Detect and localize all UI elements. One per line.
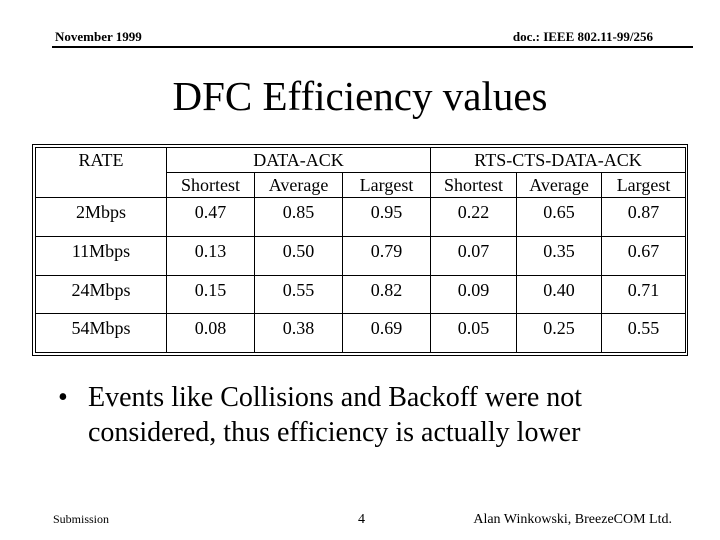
efficiency-table-frame [32,144,688,356]
value-cell: 0.79 [343,236,431,275]
bullet-item [58,380,698,450]
sub-header: Shortest [431,173,517,198]
table-row [36,198,686,237]
value-cell: 0.95 [343,198,431,237]
value-cell: 0.82 [343,275,431,314]
sub-header: Average [255,173,343,198]
value-cell: 0.85 [255,198,343,237]
header-doc-id: doc.: IEEE 802.11-99/256 [512,29,653,44]
value-cell: 0.09 [431,275,517,314]
value-cell: 0.69 [343,314,431,353]
value-cell: 0.55 [255,275,343,314]
table-row [36,236,686,275]
value-cell: 0.22 [431,198,517,237]
bullet-symbol: • [58,382,68,413]
value-cell: 0.05 [431,314,517,353]
efficiency-table [35,147,686,353]
header-rule [52,46,693,48]
table-row [36,314,686,353]
rate-cell: 2Mbps [36,198,167,237]
value-cell: 0.35 [517,236,602,275]
group-header-data-ack: DATA-ACK [167,148,431,173]
value-cell: 0.55 [602,314,686,353]
footer-author: Alan Winkowski, BreezeCOM Ltd. [473,512,672,527]
sub-header: Shortest [167,173,255,198]
value-cell: 0.15 [167,275,255,314]
header-date: November 1999 [55,29,142,44]
value-cell: 0.08 [167,314,255,353]
sub-header: Largest [602,173,686,198]
group-header-rts-cts: RTS-CTS-DATA-ACK [431,148,686,173]
table-header-row [36,148,686,173]
sub-header: Largest [343,173,431,198]
value-cell: 0.71 [602,275,686,314]
rate-cell: 54Mbps [36,314,167,353]
value-cell: 0.07 [431,236,517,275]
rate-cell: 11Mbps [36,236,167,275]
value-cell: 0.40 [517,275,602,314]
value-cell: 0.13 [167,236,255,275]
value-cell: 0.25 [517,314,602,353]
sub-header: Average [517,173,602,198]
value-cell: 0.50 [255,236,343,275]
value-cell: 0.87 [602,198,686,237]
bullet-text: Events like Collisions and Backoff were not considered, thus efficiency is actually lower [88,382,583,448]
rate-cell: 24Mbps [36,275,167,314]
value-cell: 0.47 [167,198,255,237]
value-cell: 0.38 [255,314,343,353]
slide-title: DFC Efficiency values [172,73,548,119]
table-row [36,275,686,314]
footer-submission: Submission [53,512,110,526]
value-cell: 0.65 [517,198,602,237]
footer-page-number: 4 [358,512,365,527]
rate-header: RATE [36,148,167,198]
value-cell: 0.67 [602,236,686,275]
